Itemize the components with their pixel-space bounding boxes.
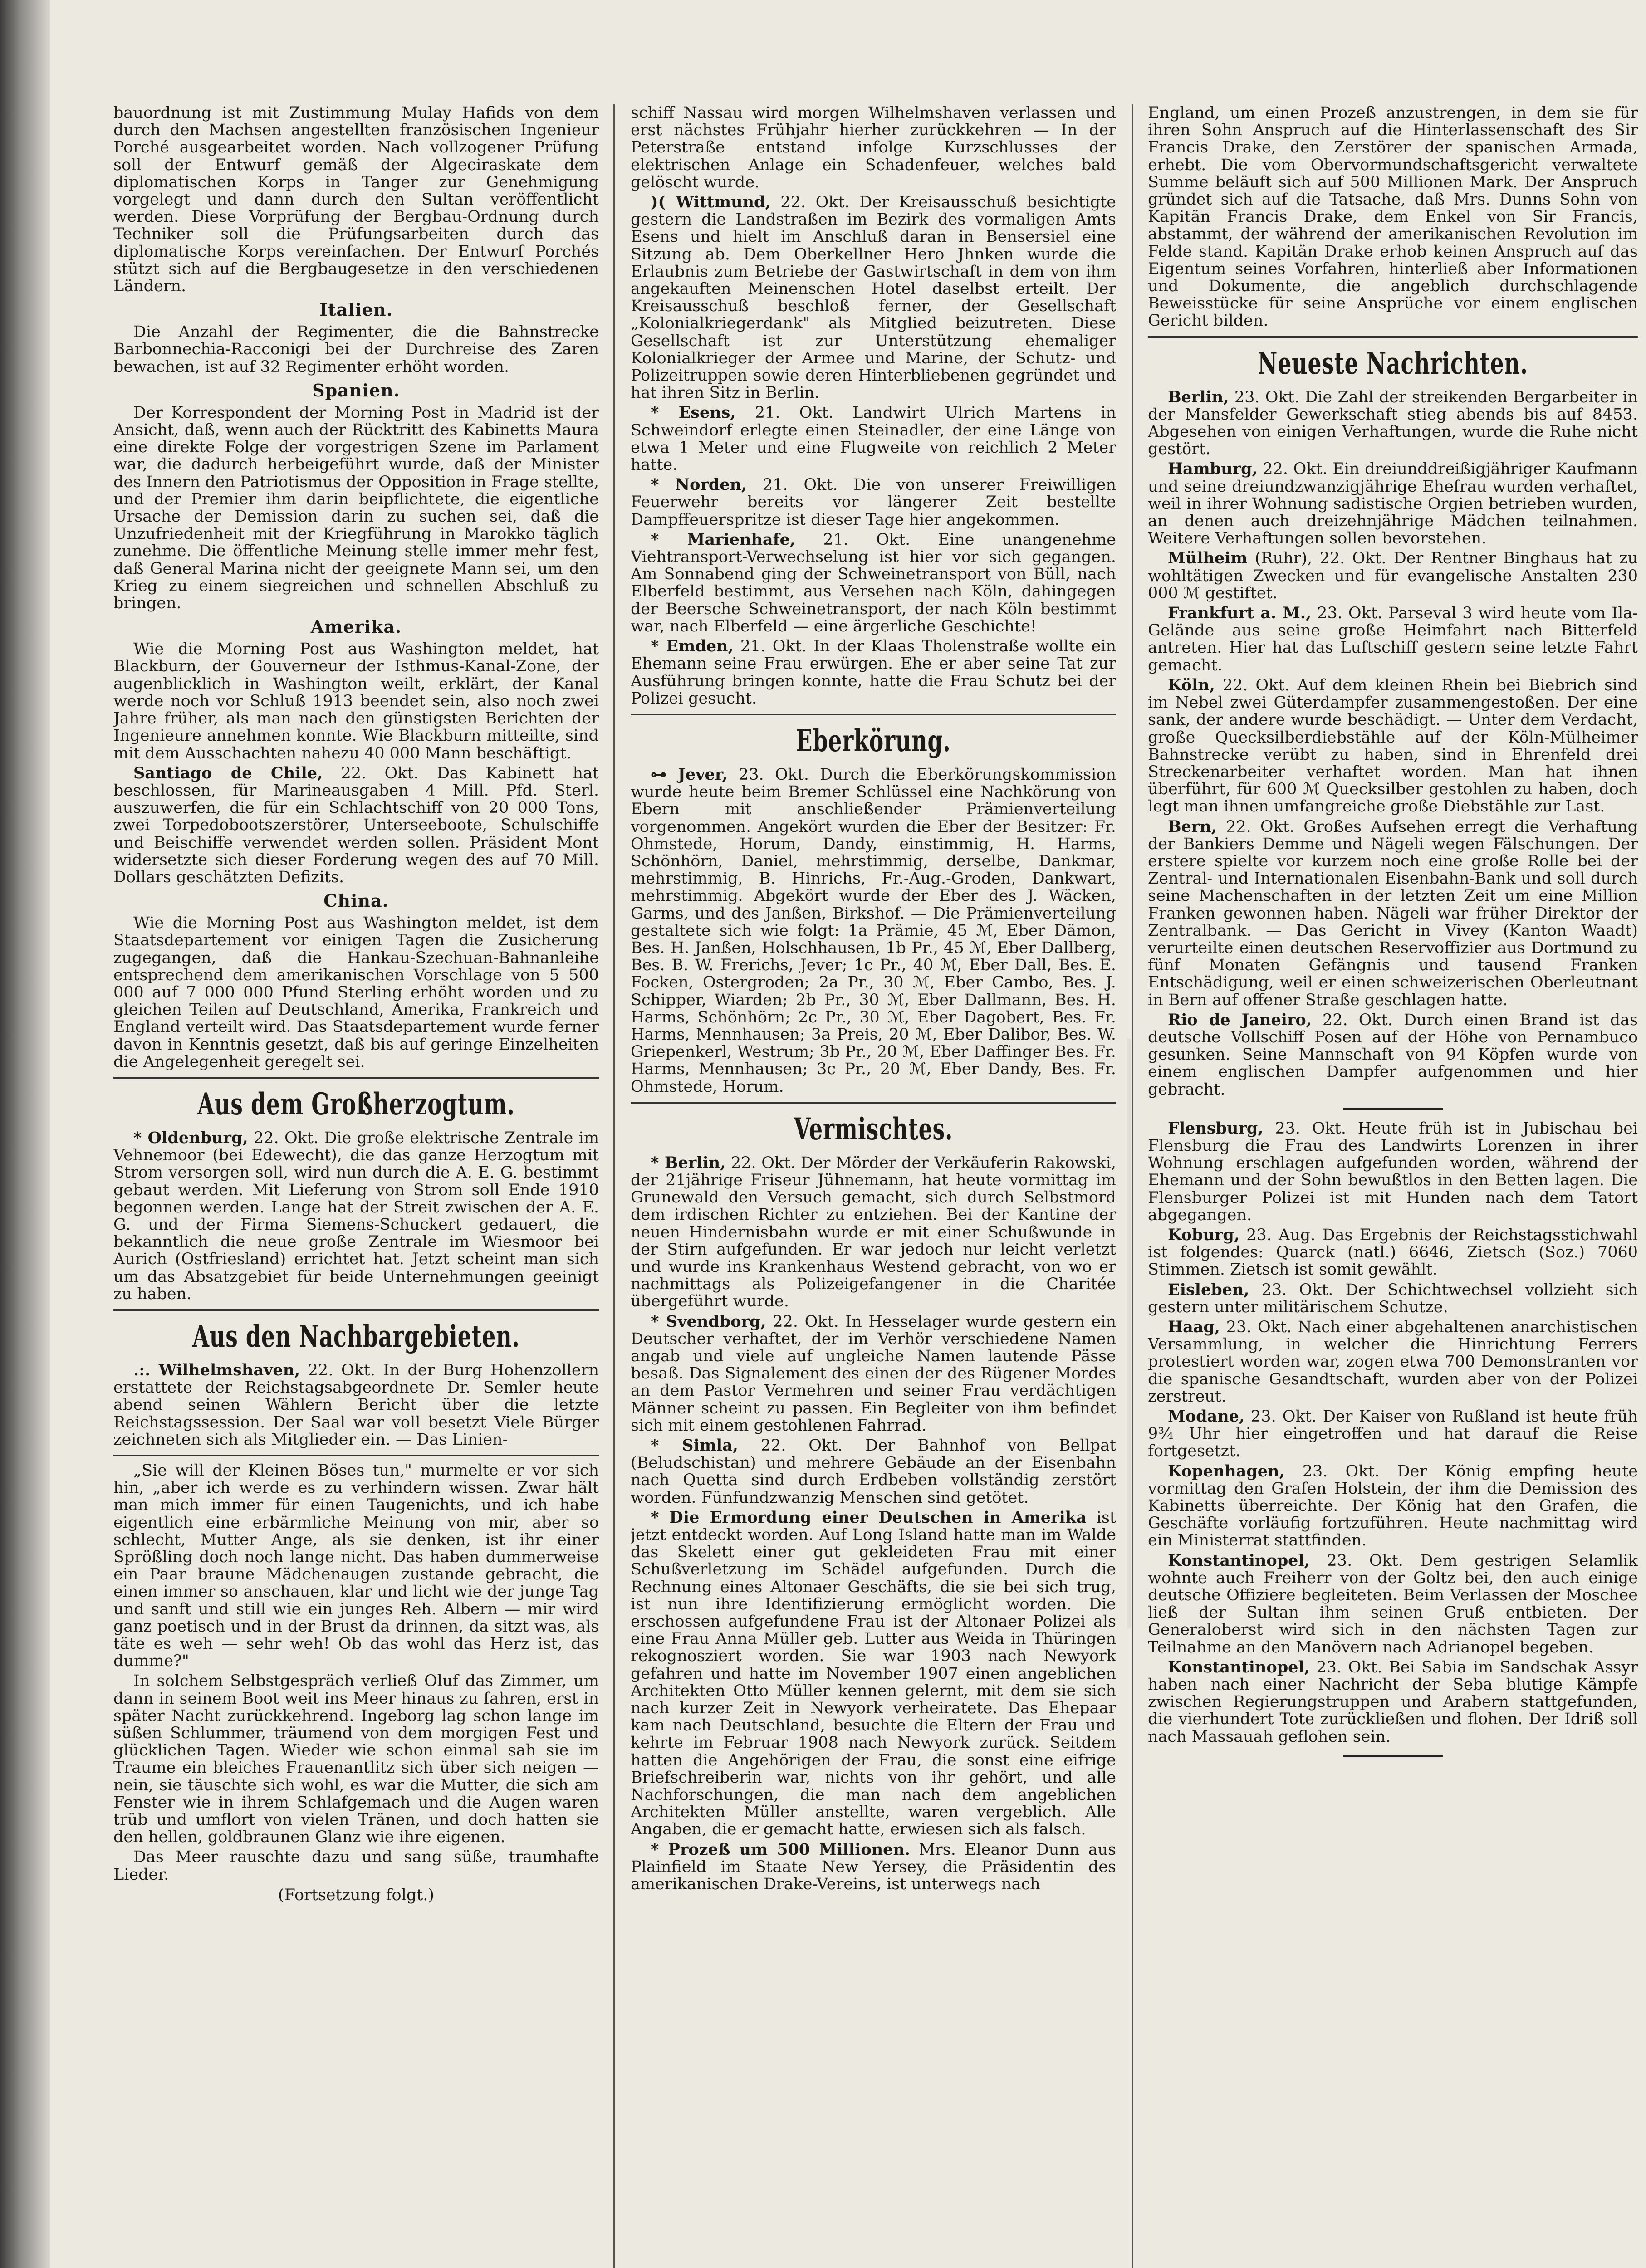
item-text: 23. Okt. Parseval 3 wird heute vom Ila-Gelände aus seine große Heimfahrt nach Bitterfeld antreten. Hier hat das Luftschiff gestern seine letzte Fahrt gemacht. — [1148, 604, 1638, 675]
news-item — [631, 1841, 1116, 1893]
item-text: 23. Okt. Heute früh ist in Jubischau bei Flensburg die Frau des Landwirts Lorenzen in ihrer Wohnung erschlagen aufgefunden worden, während der Ehemann und der Sohn bewußtlos in den Betten lagen. Die Flensburger Polizei ist mit Hunden nach dem Tatort abgegangen. — [1148, 1119, 1638, 1224]
dateline: Berlin, — [1168, 387, 1229, 406]
item-text: 23. Okt. Dem gestrigen Selamlik wohnte auch Freiherr von der Goltz bei, den auch einige deutsche Offiziere begleiteten. Beim Verlassen der Moschee ließ der Sultan ihm seinen Gruß entbieten. Der Generaloberst wird sich in den nächsten Tagen zur Teilnahme an den Manövern nach Adrianopel begeben. — [1148, 1551, 1638, 1657]
item-text: 21. Okt. Die von unserer Freiwilligen Feuerwehr bereits vor längerer Zeit bestellte Dampffeuerspritze ist dieser Tage hier angekommen. — [631, 476, 1116, 529]
column-rule — [613, 104, 615, 2268]
divider — [113, 1455, 599, 1456]
section-heading: China. — [323, 890, 389, 911]
dateline: * Esens, — [651, 403, 736, 422]
news-item — [631, 194, 1116, 401]
news-item — [631, 531, 1116, 635]
divider — [1343, 1755, 1443, 1757]
item-text: 23. Okt. Die Zahl der streikenden Bergarbeiter in der Mansfelder Gewerkschaft stieg abends bis auf 8453. Abgesehen von einigen Verhaftungen, wurde die Ruhe nicht gestört. — [1148, 388, 1638, 459]
divider — [113, 1309, 599, 1311]
section-title: Aus dem Großherzogtum. — [197, 1086, 515, 1122]
section-title: Vermischtes. — [794, 1111, 953, 1147]
item-text: 22. Okt. Großes Aufsehen erregt die Verhaftung der Bankiers Demme und Nägeli wegen Fälschungen. Der erstere spielte vor kurzem noch eine große Rolle bei der Zentral- und Internationalen Eisenbahn-Bank und soll durch seine Machenschaften in der letzten Zeit um eine Million Franken gewonnen haben. Nägeli war früher Direktor der Zentralbank. — Das Gericht in Vivey (Kanton Waadt) verurteilte einen deutschen Reservoffizier aus Dortmund zu fünf Monaten Gefängnis und tausend Franken Entschädigung, weil er einen schweizerischen Oberleutnant in Bern auf offener Straße geschlagen hatte. — [1148, 817, 1638, 1009]
item-text: 22. Okt. Ein dreiunddreißigjähriger Kaufmann und seine dreiundzwanzigjährige Ehefrau wurden verhaftet, weil in ihrer Wohnung sadistische Orgien betrieben wurden, an denen auch dreizehnjährige Mädchen teilnahmen. Weitere Verhaftungen sollen bevorstehen. — [1148, 460, 1638, 548]
dateline: * Svendborg, — [651, 1312, 766, 1331]
dateline: * Marienhafe, — [651, 530, 796, 549]
dateline: Modane, — [1168, 1407, 1245, 1426]
item-text: 23. Okt. Durch die Eberkörungskommission wurde heute beim Bremer Schlüssel eine Nachkörung von Ebern mit anschließender Prämienverteilung vorgenommen. Angekört wurden die Eber der Besitzer: Fr. Ohmstede, Horum, Dandy, einstimmig, H. Harms, Schönhörn, Daniel, mehrstimmig, derselbe, Dankmar, mehrstimmig, B. Hinrichs, Fr.-Aug.-Groden, Dankwart, mehrstimmig. Abgekört wurde der Eber des J. Wäcken, Garms, und des Janßen, Birkshof. — Die Prämienverteilung gestaltete sich wie folgt: 1a Prämie, 45 ℳ, Eber Dämon, Bes. H. Janßen, Holschhausen, 1b Pr., 45 ℳ, Eber Dallberg, Bes. B. W. Frerichs, Jever; 1c Pr., 40 ℳ, Eber Dall, Bes. E. Focken, Ostergroden; 2a Pr., 30 ℳ, Eber Cambo, Bes. J. Schipper, Wiarden; 2b Pr., 30 ℳ, Eber Dallmann, Bes. H. Harms, Schönhörn; 2c Pr., 30 ℳ, Eber Dagobert, Bes. Fr. Harms, Mennhausen; 3a Preis, 20 ℳ, Eber Dalibor, Bes. W. Griepenkerl, Westrum; 3b Pr., 20 ℳ, Eber Daffinger Bes. Fr. Harms, Mennhausen; 3c Pr., 20 ℳ, Eber Dandy, Bes. Fr. Ohmstede, Horum. — [631, 765, 1116, 1096]
news-item — [1148, 605, 1638, 674]
dateline: * Prozeß um 500 Millionen. — [651, 1840, 911, 1859]
item-text: 22. Okt. Die große elektrische Zentrale im Vehnemoor (bei Edewecht), die das ganze Herzogtum mit Strom versorgen soll, wird nun durch die A. E. G. bestimmt gebaut werden. Mit Lieferung von Strom soll Ende 1910 begonnen werden. Lange hat der Streit zwischen der A. E. G. und der Firma Siemens-Schuckert gedauert, die bekanntlich die neue große Zentrale im Wiesmoor bei Aurich (Ostfriesland) errichtet hat. Jetzt scheint man sich um das Absatzgebiet für beide Unternehmungen geeinigt zu haben. — [113, 1129, 599, 1303]
item-text: ist jetzt entdeckt worden. Auf Long Island hatte man im Walde das Skelett einer gut gekleideten Frau mit einer Schußverletzung im Schädel aufgefunden. Durch die Rechnung eines Altonaer Geschäfts, die sie bei sich trug, ist nun ihre Identifizierung ermöglicht worden. Die erschossen aufgefundene Frau ist der Altonaer Polizei als eine Frau Anna Müller geb. Lutter aus Weida in Thüringen rekognosziert worden. Sie war 1903 nach Newyork gefahren und hatte im November 1907 einen angeblichen Architekten Otto Müller kennen gelernt, mit dem sie sich nach kurzer Zeit in Newyork verheiratete. Das Ehepaar kam nach Deutschland, besuchte die Eltern der Frau und kehrte im Februar 1908 nach Newyork zurück. Seitdem hatten die Angehörigen der Frau, die sonst eine eifrige Briefschreiberin war, nichts von ihr gehört, und alle Nachforschungen, die man nach dem angeblichen Architekten Müller anstellte, waren vergeblich. Alle Angaben, die er gemacht hatte, erwiesen sich als falsch. — [631, 1508, 1116, 1839]
news-item — [1148, 460, 1638, 547]
dateline: Haag, — [1168, 1318, 1220, 1336]
item-text: 21. Okt. Landwirt Ulrich Martens in Schweindorf erlegte einen Steinadler, der eine Länge von etwa 1 Meter und eine Flugweite von reichlich 2 Meter hatte. — [631, 404, 1116, 474]
dateline: * Berlin, — [651, 1153, 726, 1172]
news-item — [1148, 1012, 1638, 1098]
news-item — [113, 1129, 599, 1303]
news-item — [631, 476, 1116, 528]
dateline: Konstantinopel, — [1168, 1657, 1310, 1677]
section-title: Neueste Nachrichten. — [1258, 345, 1528, 381]
section-heading: Amerika. — [310, 616, 402, 637]
article-text: bauordnung ist mit Zustimmung Mulay Hafids von dem durch den Machsen angestellten französischen Ingenieur Porché ausgearbeitet worden. Nach vollzogener Prüfung soll der Entwurf gemäß der Algeciraskate dem diplomatischen Korps in Tanger zur Genehmigung vorgelegt und dann durch den Sultan veröffentlicht werden. Diese Vorprüfung der Bergbau-Ordnung durch Techniker soll die Prüfungsarbeiten durch das diplomatische Korps vereinfachen. Der Entwurf Porchés stützt sich auf die Bergbaugesetze in den verschiedenen Ländern. — [113, 104, 599, 296]
news-item — [631, 1154, 1116, 1310]
dateline: Kopenhagen, — [1168, 1461, 1285, 1481]
dateline: )( Wittmund, — [651, 193, 771, 212]
item-text: 23. Okt. Der Kaiser von Rußland ist heute früh 9¾ Uhr hier eingetroffen und hat darauf die Reise fortgesetzt. — [1148, 1408, 1638, 1461]
article-text: Wie die Morning Post aus Washington meldet, hat Blackburn, der Gouverneur der Isthmus-Kanal-Zone, der augenblicklich in Washington weilt, erklärt, der Kanal werde noch vor Schluß 1913 beendet sein, also noch zwei Jahre früher, als man nach den günstigsten Berichten der Ingenieure annehmen konnte. Wie Blackburn mitteilte, sind mit dem Ausschachten nahezu 40 000 Mann beschäftigt. — [113, 640, 599, 763]
item-text: 23. Okt. Der König empfing heute vormittag den Grafen Holstein, der ihm die Demission des Kabinetts überreichte. Der König hat den Grafen, die Geschäfte vorläufig fortzuführen. Heute nachmittag wird ein Ministerrat stattfinden. — [1148, 1462, 1638, 1550]
section-title: Aus den Nachbargebieten. — [192, 1318, 520, 1354]
divider — [1343, 1108, 1443, 1110]
dateline: Eisleben, — [1168, 1280, 1249, 1299]
dateline: Köln, — [1168, 675, 1215, 694]
news-item — [1148, 1120, 1638, 1224]
paper-fold — [1127, 1039, 1131, 1628]
news-item — [1148, 1463, 1638, 1549]
book-binding-edge — [0, 0, 50, 2268]
article-text: Der Korrespondent der Morning Post in Madrid ist der Ansicht, daß, wenn auch der Rücktritt des Kabinetts Maura eine direkte Folge der vorgestrigen Szene im Parlament war, die dadurch herbeigeführt wurde, daß der Minister des Innern den Patriotismus der Opposition in Frage stellte, und der Premier ihm darin beipflichtete, die eigentliche Ursache der Demission darin zu suchen sei, daß die Unzufriedenheit mit der Kriegführung in Marokko täglich zunehme. Die öffentliche Meinung stelle immer mehr fest, daß General Marina nicht der geeignete Mann sei, um den Krieg zu einem siegreichen und schnellen Abschluß zu bringen. — [113, 403, 599, 613]
news-item — [631, 638, 1116, 707]
news-item — [631, 766, 1116, 1095]
divider — [631, 1102, 1116, 1104]
divider — [1148, 336, 1638, 338]
item-text: 21. Okt. In der Klaas Tholenstraße wollte ein Ehemann seine Frau erwürgen. Ehe er aber seine Tat zur Ausführung bringen konnte, hatte die Frau Schutz bei der Polizei gesucht. — [631, 637, 1116, 708]
dateline: ⊶ Jever, — [651, 765, 728, 784]
dateline: Santiago de Chile, — [133, 763, 323, 782]
news-item — [631, 1509, 1116, 1838]
column-rule — [1132, 104, 1133, 2268]
news-item — [1148, 389, 1638, 458]
news-list — [1148, 389, 1638, 1098]
story-text: In solchem Selbstgespräch verließ Oluf das Zimmer, um dann in seinem Boot weit ins Meer hinaus zu fahren, erst in später Nacht zurückkehrend. Ingeborg lag schon lange im süßen Schlummer, träumend von dem morgigen Fest und glücklichen Tagen. Wieder wie schon einmal sah sie im Traume ein bleiches Frauenantlitz sich über sich neigen — nein, sie täuschte sich wohl, es war die Mutter, die sich am Fenster wie in ihrem Schlafgemach und die Augen waren trüb und umflort von vielen Tränen, und doch hatten sie den hellen, goldbraunen Glanz wie ihre eigenen. — [113, 1672, 599, 1847]
section-title: Eberkörung. — [796, 723, 951, 758]
item-text: 22. Okt. Auf dem kleinen Rhein bei Biebrich sind im Nebel zwei Güterdampfer zusammengestoßen. Der eine sank, der andere wurde beschädigt. — Unter dem Verdacht, große Quecksilberdiebstähle auf der Köln-Mülheimer Bahnstrecke verübt zu haben, sind in Ehrenfeld drei Streckenarbeiter verhaftet worden. Man hat ihnen überführt, für 600 ℳ Quecksilber gestohlen zu haben, doch legt man ihnen umfangreiche große Diebstähle zur Last. — [1148, 676, 1638, 816]
article-text: schiff Nassau wird morgen Wilhelmshaven verlassen und erst nächstes Frühjahr hierher zurückkehren — In der Peterstraße entstand infolge Kurzschlusses der elektrischen Anlage ein Schadenfeuer, welches bald gelöscht wurde. — [631, 104, 1116, 191]
dateline: Konstantinopel, — [1168, 1551, 1310, 1570]
continuation-note: (Fortsetzung folgt.) — [278, 1886, 435, 1904]
dateline: Flensburg, — [1168, 1119, 1264, 1138]
item-text: 23. Aug. Das Ergebnis der Reichstagsstichwahl ist folgendes: Quarck (natl.) 6646, Zietsch (Soz.) 7060 Stimmen. Zietsch ist somit gewählt. — [1148, 1226, 1638, 1279]
dateline: Rio de Janeiro, — [1168, 1010, 1312, 1029]
newspaper-page — [113, 104, 1638, 2268]
news-item — [1148, 1319, 1638, 1405]
divider — [113, 1077, 599, 1079]
news-list — [1148, 1120, 1638, 1745]
item-text: 22. Okt. Der Mörder der Verkäuferin Rakowski, der 21jährige Friseur Jühnemann, hat heute vormittag im Grunewald den Versuch gemacht, sich durch Selbstmord dem irdischen Richter zu entziehen. Bei der Kantine der neuen Hindernisbahn wurde er mit einer Schußwunde in der Stirn aufgefunden. Er war jedoch nur leicht verletzt und wurde ins Krankenhaus Westend gebracht, von wo er nachmittags als Polizeigefangener in die Charitée übergeführt wurde. — [631, 1154, 1116, 1311]
item-text: (Ruhr), 22. Okt. Der Rentner Binghaus hat zu wohltätigen Zwecken und für evangelische Anstalten 230 000 ℳ gestiftet. — [1148, 549, 1638, 602]
dateline: * Simla, — [651, 1436, 738, 1455]
item-text: 22. Okt. In der Burg Hohenzollern erstattete der Reichstagsabgeordnete Dr. Semler heute abend seinen Wählern Bericht über die letzte Reichstagssession. Der Saal war voll besetzt Viele Bürger zeichneten sich als Mitglieder ein. — Das Linien- — [113, 1361, 599, 1449]
column-3 — [1148, 104, 1638, 2268]
item-text: 22. Okt. Der Bahnhof von Bellpat (Beludschistan) und mehrere Gebäude an der Eisenbahn nach Quetta sind durch Erdbeben vollständig zerstört worden. Fünfundzwanzig Menschen sind getötet. — [631, 1437, 1116, 1507]
story-text: „Sie will der Kleinen Böses tun," murmelte er vor sich hin, „aber ich werde es zu verhindern wissen. Zwar hält man mich immer für einen Taugenichts, und ich habe eigentlich eine erbärmliche Meinung von mir, aber so schlecht, Mutter Ange, als sie denken, ist ihr einer Sprößling doch noch lange nicht. Das haben dummerweise ein Paar braune Mädchenaugen zustande gebracht, die einen immer so anschauen, klar und licht wie der junge Tag und sanft und still wie ein junges Reh. Albern — mir wird ganz poetisch und in der Brust da drinnen, da sitzt was, als täte es weh — sehr weh! Ob das wohl das Herz ist, das dumme?" — [113, 1461, 599, 1671]
news-item — [1148, 1227, 1638, 1279]
dateline: * Oldenburg, — [133, 1128, 248, 1147]
section-heading: Italien. — [319, 299, 393, 320]
column-1 — [113, 104, 599, 2268]
news-item — [113, 765, 599, 886]
dateline: Frankfurt a. M., — [1168, 604, 1312, 623]
dateline: Koburg, — [1168, 1225, 1240, 1244]
article-text: Wie die Morning Post aus Washington meldet, ist dem Staatsdepartement vor einigen Tagen die Zusicherung zugegangen, daß die Hankau-Szechuan-Bahnanleihe entsprechend dem amerikanischen Vorschlage von 5 500 000 auf 7 000 000 Pfund Sterling erhöht worden und zu gleichen Teilen auf Deutschland, Amerika, Frankreich und England verteilt wird. Das Staatsdepartement wurde ferner davon in Kenntnis gesetzt, daß bis auf geringe Einzelheiten die Angelegenheit geregelt sei. — [113, 914, 599, 1071]
news-item — [631, 404, 1116, 474]
dateline: Hamburg, — [1168, 459, 1258, 479]
item-text: 22. Okt. Der Kreisausschuß besichtigte gestern die Landstraßen im Bezirk des vormaligen Amts Esens und hielt im Anschluß daran in Bensersiel eine Sitzung ab. Dem Oberkellner Hero Jhnken wurde die Erlaubnis zum Betriebe der Gastwirtschaft in dem von ihm angekauften Meinenschen Hotel daselbst erteilt. Der Kreisausschuß beschloß ferner, der Gesellschaft „Kolonialkriegerdank" als Mitglied beizutreten. Diese Gesellschaft ist zur Unterstützung ehemaliger Kolonialkrieger der Armee und Marine, der Schutz- und Polizeitruppen sowie deren Hinterbliebenen gegründet und hat ihren Sitz in Berlin. — [631, 193, 1116, 402]
item-text: 23. Okt. Nach einer abgehaltenen anarchistischen Versammlung, in welcher die Hinrichtung Ferrers protestiert worden war, zogen etwa 700 Demonstranten vor die spanische Gesandtschaft, wurden aber von der Polizei zerstreut. — [1148, 1318, 1638, 1406]
article-text: England, um einen Prozeß anzustrengen, in dem sie für ihren Sohn Anspruch auf die Hinterlassenschaft des Sir Francis Drake, den Zerstörer der spanischen Armada, erhebt. Die vom Obervormundschaftsgericht verwaltete Summe beläuft sich auf 500 Millionen Mark. Der Anspruch gründet sich auf die Tatsache, daß Mrs. Dunns Sohn von Kapitän Francis Drake, dem Enkel von Sir Francis, abstammt, der während der amerikanischen Revolution im Felde stand. Kapitän Drake erhob keinen Anspruch auf das Eigentum seines Vorfahren, hinterließ aber Informationen und Dokumente, die angeblich durchschlagende Beweisstücke für seine Ansprüche vor einem englischen Gericht bilden. — [1148, 104, 1638, 330]
news-item — [1148, 1281, 1638, 1316]
article-text: Die Anzahl der Regimenter, die die Bahnstrecke Barbonnechia-Racconigi bei der Durchreise des Zaren bewachen, ist auf 32 Regimenter erhöht worden. — [113, 323, 599, 376]
section-heading: Spanien. — [312, 380, 400, 401]
dateline: Mülheim — [1168, 549, 1248, 568]
item-text: Mrs. Eleanor Dunn aus Plainfield im Staate New Yersey, die Präsidentin des amerikanischen Drake-Vereins, ist unterwegs nach — [631, 1840, 1116, 1894]
dateline: * Emden, — [651, 637, 734, 656]
news-item — [1148, 1659, 1638, 1745]
column-2 — [631, 104, 1116, 2268]
item-text: 23. Okt. Der Schichtwechsel vollzieht sich gestern unter militärischem Schutze. — [1148, 1281, 1638, 1316]
item-text: 23. Okt. Bei Sabia im Sandschak Assyr haben nach einer Nachricht der Seba blutige Kämpfe zwischen Regierungstruppen und Arabern stattgefunden, die vierhundert Tote zurückließen und flohen. Der Idriß soll nach Massauah geflohen sein. — [1148, 1658, 1638, 1746]
news-item — [1148, 818, 1638, 1009]
story-text: Das Meer rauschte dazu und sang süße, traumhafte Lieder. — [113, 1848, 599, 1884]
divider — [631, 714, 1116, 715]
news-item — [1148, 677, 1638, 816]
news-item — [1148, 1408, 1638, 1460]
item-text: 22. Okt. In Hesselager wurde gestern ein Deutscher verhaftet, der im Verhör verschiedene Namen angab und viele auf ungleiche Namen lautende Pässe besaß. Das Signalement des einen der des Rügener Mordes an dem Pastor Vermehren und seiner Frau verdächtigen Männer scheint zu passen. Ein Begleiter von ihm befindet sich mit einem gestohlenen Fahrrad. — [631, 1312, 1116, 1435]
dateline: * Die Ermordung einer Deutschen in Amerika — [651, 1508, 1087, 1527]
item-text: 22. Okt. Das Kabinett hat beschlossen, für Marineausgaben 4 Mill. Pfd. Sterl. auszuwerfen, die für ein Schlachtschiff von 20 000 Tons, zwei Torpedobootszerstörer, Unterseeboote, Schulschiffe und Beischiffe verwendet werden sollen. Präsident Mont widersetzte sich dieser Forderung wegen des auf 70 Mill. Dollars geschätzten Defizits. — [113, 764, 599, 886]
dateline: Bern, — [1168, 817, 1217, 836]
news-item — [1148, 550, 1638, 602]
news-item — [631, 1313, 1116, 1434]
item-text: 21. Okt. Eine unangenehme Viehtransport-Verwechselung ist hier vor sich gegangen. Am Sonnabend ging der Schweinetransport von Büll, nach Elberfeld bestimmt, aus Versehen nach Köln, dahingegen der Beersche Schweinetransport, der nach Köln bestimmt war, nach Elberfeld — eine ärgerliche Geschichte! — [631, 530, 1116, 635]
item-text: 22. Okt. Durch einen Brand ist das deutsche Vollschiff Posen auf der Höhe von Pernambuco gesunken. Seine Mannschaft von 94 Köpfen wurde von einem englischen Dampfer aufgenommen und hier gebracht. — [1148, 1011, 1638, 1099]
news-item — [631, 1437, 1116, 1506]
news-item — [113, 1362, 599, 1448]
news-item — [1148, 1552, 1638, 1656]
dateline: .:. Wilhelmshaven, — [133, 1360, 300, 1379]
dateline: * Norden, — [651, 475, 747, 494]
